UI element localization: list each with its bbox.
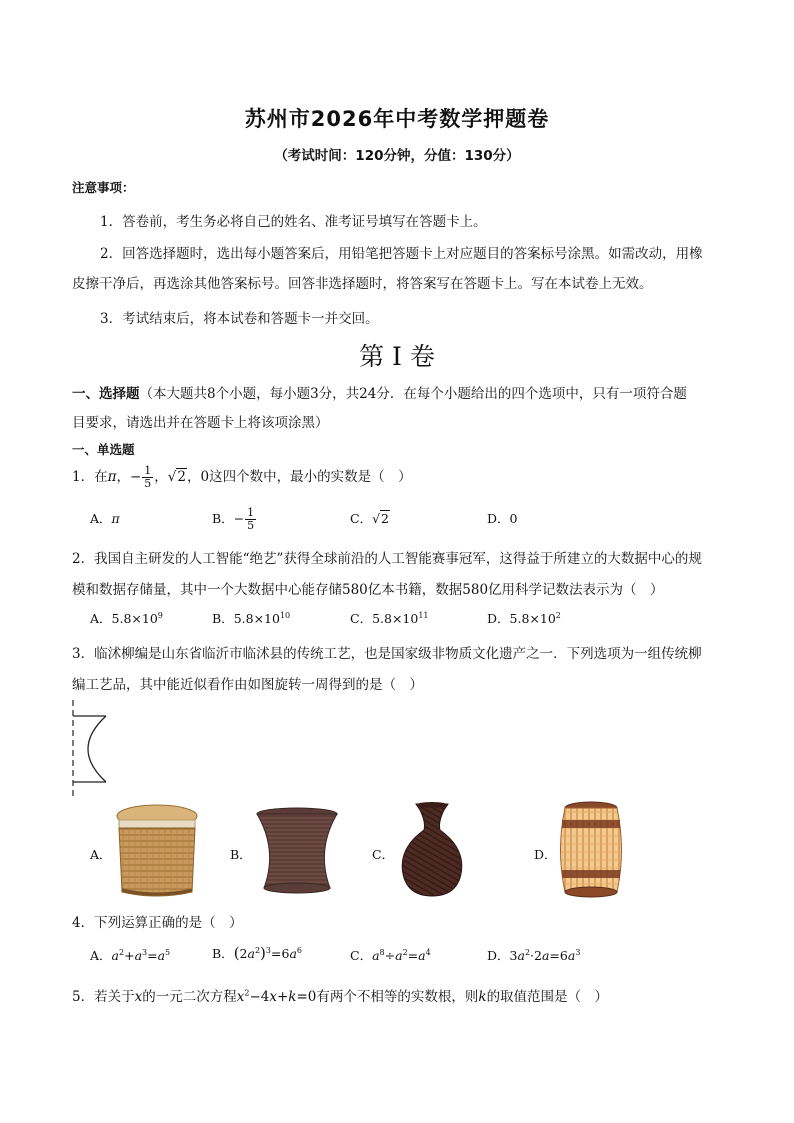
notice-item-2-line2: 皮擦干净后，再选涂其他答案标号。回答非选择题时，将答案写在答题卡上。写在本试卷上无效。 — [72, 276, 653, 292]
part-description-line2: 目要求，请选出并在答题卡上将该项涂黑） — [72, 415, 329, 431]
q3-option-b-label[interactable]: B． — [230, 847, 252, 862]
page-title: 苏州市2026年中考数学押题卷 — [244, 107, 550, 131]
q3-option-c-label[interactable]: C． — [372, 847, 395, 862]
question-3-line1: 3．临沭柳编是山东省临沂市临沭县的传统工艺，也是国家级非物质文化遗产之一．下列选项为一组传统柳 — [72, 646, 702, 662]
question-3-line2: 编工艺品，其中能近似看作由如图旋转一周得到的是（ ） — [72, 677, 423, 693]
q2-option-b[interactable]: B．$5.8\times 10^{10}$ — [212, 610, 291, 626]
question-1: 1．在π，− $\frac{1}{5}$ ，√2，0这四个数中，最小的实数是（ ） — [72, 464, 412, 490]
q1-option-c[interactable]: C．√2 — [350, 511, 389, 526]
q4-option-b[interactable]: B．$(2a^2)^3=6a^6$ — [212, 944, 302, 962]
q2-option-c[interactable]: C．$5.8\times 10^{11}$ — [350, 610, 429, 626]
notice-item-3: 3．考试结束后，将本试卷和答题卡一并交回。 — [100, 311, 379, 327]
vase-basket-image[interactable] — [394, 800, 470, 900]
part-heading — [72, 382, 687, 402]
question-2-line2: 模和数据存储量，其中一个大数据中心能存储580亿本书籍，数据580亿用科学记数法表示为（ ） — [72, 582, 664, 598]
q3-option-d-label[interactable]: D． — [534, 847, 557, 862]
q2-option-d[interactable]: D．$5.8\times 10^2$ — [487, 610, 561, 626]
q1-option-d[interactable]: D．0 — [487, 511, 518, 526]
part-label: 一、选择题 — [72, 386, 140, 402]
sub-heading: 一、单选题 — [72, 442, 135, 457]
fraction: $\frac{1}{5}$ — [144, 464, 152, 490]
question-2-line1: 2．我国自主研发的人工智能“绝艺”获得全球前沿的人工智能赛事冠军，这得益于所建立的大数据中心的规 — [72, 551, 702, 567]
q4-option-c[interactable]: C．$a^8\div a^2=a^4$ — [350, 947, 431, 963]
notice-heading: 注意事项： — [72, 180, 135, 195]
q4-option-a[interactable]: A．$a^2+a^3=a^5$ — [90, 947, 171, 963]
section-title: 第 I 卷 — [359, 342, 435, 371]
sqrt: √2 — [167, 469, 186, 485]
notice-item-1: 1．答卷前，考生务必将自己的姓名、准考证号填写在答题卡上。 — [100, 214, 487, 230]
curved-edge — [88, 716, 106, 782]
question-5: 5．若关于x的一元二次方程$x^2-4x+k=0$有两个不相等的实数根，则k的取值范围是（ ） — [72, 988, 609, 1005]
hourglass-basket-image[interactable] — [254, 806, 340, 894]
wicker-basket-image[interactable] — [114, 802, 200, 900]
q1-option-b[interactable]: B．− $\frac{1}{5}$ — [212, 506, 255, 532]
q2-option-a[interactable]: A．$5.8\times 10^9$ — [90, 610, 163, 626]
notice-item-2-line1: 2．回答选择题时，选出每小题答案后，用铅笔把答题卡上对应题目的答案标号涂黑。如需改动，用橡 — [100, 246, 703, 262]
q1-option-a[interactable]: A．π — [90, 511, 120, 526]
q4-option-d[interactable]: D．$3a^2\cdot 2a=6a^3$ — [487, 947, 581, 963]
lantern-basket-image[interactable] — [556, 800, 626, 900]
question-4-stem: 4．下列运算正确的是（ ） — [72, 915, 243, 931]
rotation-figure — [66, 698, 112, 800]
part-description: （本大题共8个小题，每小题3分，共24分．在每个小题给出的四个选项中，只有一项符合题 — [139, 386, 687, 402]
q3-option-a-label[interactable]: A． — [90, 847, 112, 862]
exam-info: （考试时间：120分钟，分值：130分） — [274, 148, 520, 164]
